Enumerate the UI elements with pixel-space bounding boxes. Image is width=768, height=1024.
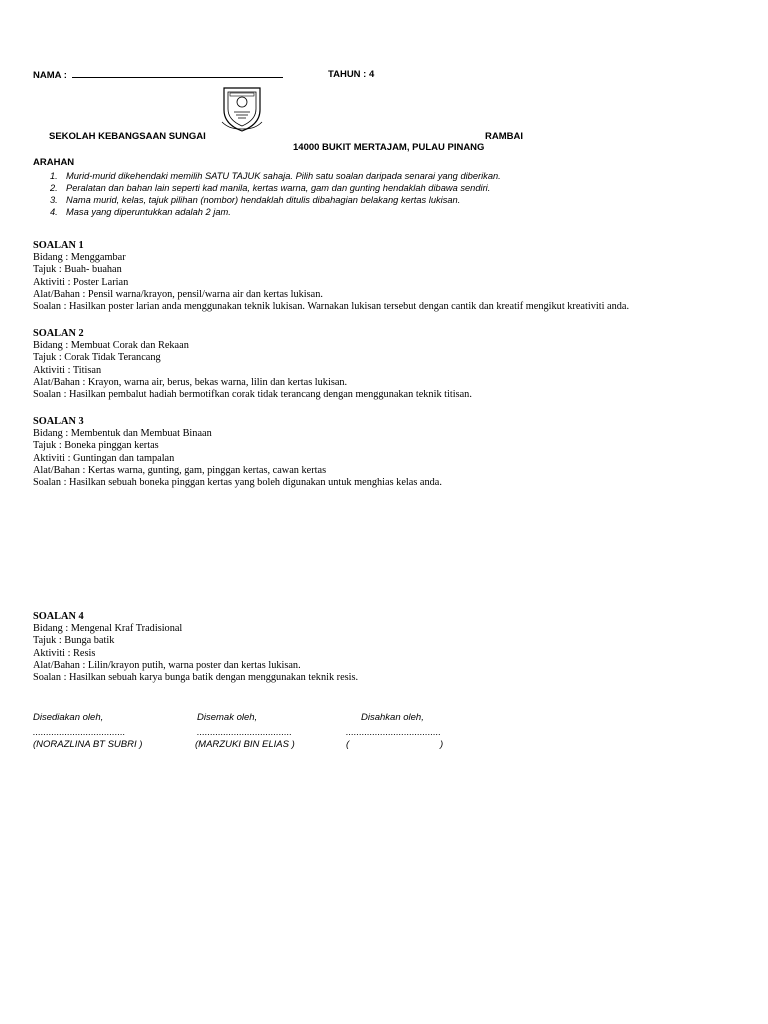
question-title: SOALAN 2 [33, 328, 84, 339]
signatory-name-2: (MARZUKI BIN ELIAS ) [195, 739, 295, 750]
arahan-item: 1. Murid-murid dikehendaki memilih SATU TAJUK sahaja. Pilih satu soalan daripada senarai yang diberikan. [50, 171, 501, 181]
nama-field [33, 69, 283, 81]
question-bidang: Bidang : Menggambar [33, 252, 126, 264]
arahan-title: ARAHAN [33, 157, 75, 168]
question-alat-bahan: Alat/Bahan : Lilin/krayon putih, warna poster dan kertas lukisan. [33, 659, 301, 671]
school-name-right: RAMBAI [485, 131, 523, 142]
question-tajuk: Tajuk : Corak Tidak Terancang [33, 352, 161, 364]
question-aktiviti: Aktiviti : Poster Larian [33, 276, 129, 288]
question-soalan: Soalan : Hasilkan poster larian anda menggunakan teknik lukisan. Warnakan lukisan tersebut dengan cantik dan kreatif mengikut kreativiti anda. [33, 301, 630, 313]
nama-underline [72, 69, 283, 78]
question-alat-bahan: Alat/Bahan : Krayon, warna air, berus, bekas warna, lilin dan kertas lukisan. [33, 376, 348, 388]
question-aktiviti: Aktiviti : Resis [33, 647, 96, 659]
question-soalan: Soalan : Hasilkan pembalut hadiah bermotifkan corak tidak terancang dengan menggunakan teknik titisan. [33, 389, 472, 401]
school-address: 14000 BUKIT MERTAJAM, PULAU PINANG [293, 142, 485, 153]
disemak-label: Disemak oleh, [197, 712, 258, 723]
question-tajuk: Tajuk : Bunga batik [33, 635, 115, 647]
arahan-item: 4. Masa yang diperuntukkan adalah 2 jam. [50, 207, 231, 217]
question-1 [33, 240, 629, 313]
question-tajuk: Tajuk : Boneka pinggan kertas [33, 440, 159, 452]
question-aktiviti: Aktiviti : Guntingan dan tampalan [33, 452, 175, 464]
arahan-list [50, 170, 501, 218]
signature-line-3: .................................... [346, 727, 442, 738]
question-alat-bahan: Alat/Bahan : Kertas warna, gunting, gam, pinggan kertas, cawan kertas [33, 464, 327, 476]
question-title: SOALAN 3 [33, 416, 84, 427]
question-4 [33, 611, 358, 684]
question-title: SOALAN 1 [33, 240, 84, 251]
school-name-left: SEKOLAH KEBANGSAAN SUNGAI [49, 131, 206, 142]
school-crest-logo [220, 84, 264, 132]
question-bidang: Bidang : Membuat Corak dan Rekaan [33, 340, 189, 352]
signatory-name-1: (NORAZLINA BT SUBRI ) [33, 739, 143, 750]
question-soalan: Soalan : Hasilkan sebuah karya bunga batik dengan menggunakan teknik resis. [33, 672, 359, 684]
signature-line-2: .................................... [197, 727, 293, 738]
question-bidang: Bidang : Mengenal Kraf Tradisional [33, 623, 183, 635]
signature-line-1: ................................... [33, 727, 126, 738]
disahkan-label: Disahkan oleh, [361, 712, 424, 723]
tahun-label: TAHUN : 4 [328, 69, 375, 80]
question-bidang: Bidang : Membentuk dan Membuat Binaan [33, 428, 212, 440]
question-aktiviti: Aktiviti : Titisan [33, 364, 102, 376]
nama-label: NAMA : [33, 70, 67, 81]
question-soalan: Soalan : Hasilkan sebuah boneka pinggan kertas yang boleh digunakan untuk menghias kelas anda. [33, 477, 442, 489]
question-3 [33, 416, 442, 489]
question-tajuk: Tajuk : Buah- buahan [33, 264, 122, 276]
signatory-name-3-open: ( [346, 739, 350, 750]
arahan-item: 2. Peralatan dan bahan lain seperti kad manila, kertas warna, gam dan gunting hendaklah dibawa sendiri. [50, 183, 491, 193]
signatory-name-3-close: ) [440, 739, 444, 750]
question-alat-bahan: Alat/Bahan : Pensil warna/krayon, pensil/warna air dan kertas lukisan. [33, 288, 323, 300]
arahan-item: 3. Nama murid, kelas, tajuk pilihan (nombor) hendaklah ditulis dibahagian belakang kertas lukisan. [50, 195, 461, 205]
question-2 [33, 328, 472, 401]
disediakan-label: Disediakan oleh, [33, 712, 104, 723]
question-title: SOALAN 4 [33, 611, 84, 622]
